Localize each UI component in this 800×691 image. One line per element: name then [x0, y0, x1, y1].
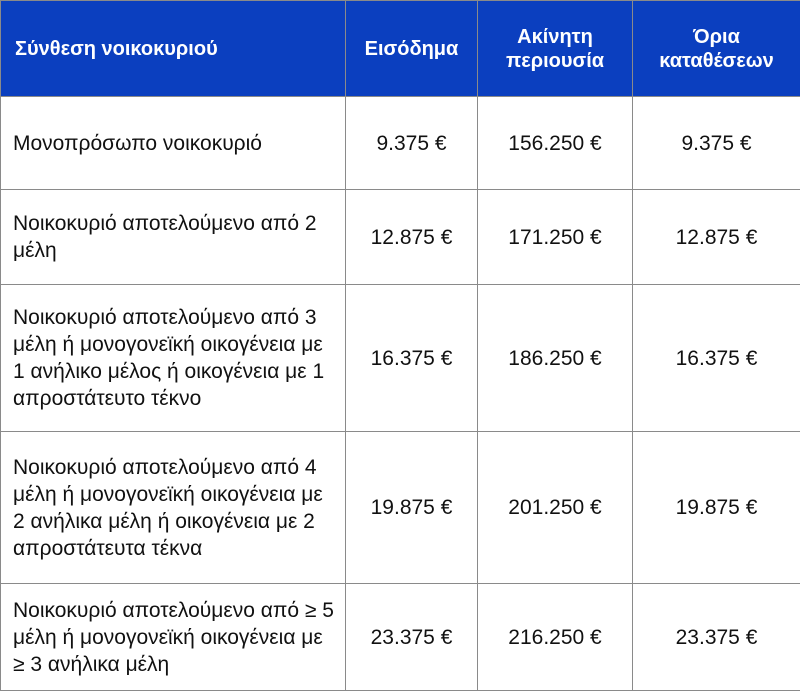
header-income: Εισόδημα — [346, 1, 478, 97]
header-property: Ακίνητη περιουσία — [478, 1, 633, 97]
property-cell: 186.250 € — [478, 285, 633, 432]
table-row — [1, 285, 800, 432]
household-cell: Μονοπρόσωπο νοικοκυριό — [1, 97, 346, 190]
income-cell: 9.375 € — [346, 97, 478, 190]
household-cell: Νοικοκυριό αποτελούμενο από 3 μέλη ή μονογονεϊκή οικογένεια με 1 ανήλικο μέλος ή οικογένεια με 1 απροστάτευτο τέκνο — [1, 285, 346, 432]
deposits-cell: 23.375 € — [633, 584, 800, 691]
table-row — [1, 190, 800, 285]
header-deposit-limits: Όρια καταθέσεων — [633, 1, 800, 97]
table-header-row — [1, 1, 800, 97]
income-cell: 19.875 € — [346, 432, 478, 584]
table-row — [1, 584, 800, 691]
table-row — [1, 97, 800, 190]
deposits-cell: 9.375 € — [633, 97, 800, 190]
header-household-composition: Σύνθεση νοικοκυριού — [1, 1, 346, 97]
table-row — [1, 432, 800, 584]
deposits-cell: 19.875 € — [633, 432, 800, 584]
income-cell: 16.375 € — [346, 285, 478, 432]
property-cell: 156.250 € — [478, 97, 633, 190]
household-cell: Νοικοκυριό αποτελούμενο από 2 μέλη — [1, 190, 346, 285]
household-cell: Νοικοκυριό αποτελούμενο από ≥ 5 μέλη ή μονογονεϊκή οικογένεια με ≥ 3 ανήλικα μέλη — [1, 584, 346, 691]
deposits-cell: 12.875 € — [633, 190, 800, 285]
property-cell: 201.250 € — [478, 432, 633, 584]
deposits-cell: 16.375 € — [633, 285, 800, 432]
property-cell: 216.250 € — [478, 584, 633, 691]
income-cell: 23.375 € — [346, 584, 478, 691]
household-cell: Νοικοκυριό αποτελούμενο από 4 μέλη ή μονογονεϊκή οικογένεια με 2 ανήλικα μέλη ή οικογένεια με 2 απροστάτευτα τέκνα — [1, 432, 346, 584]
income-cell: 12.875 € — [346, 190, 478, 285]
property-cell: 171.250 € — [478, 190, 633, 285]
